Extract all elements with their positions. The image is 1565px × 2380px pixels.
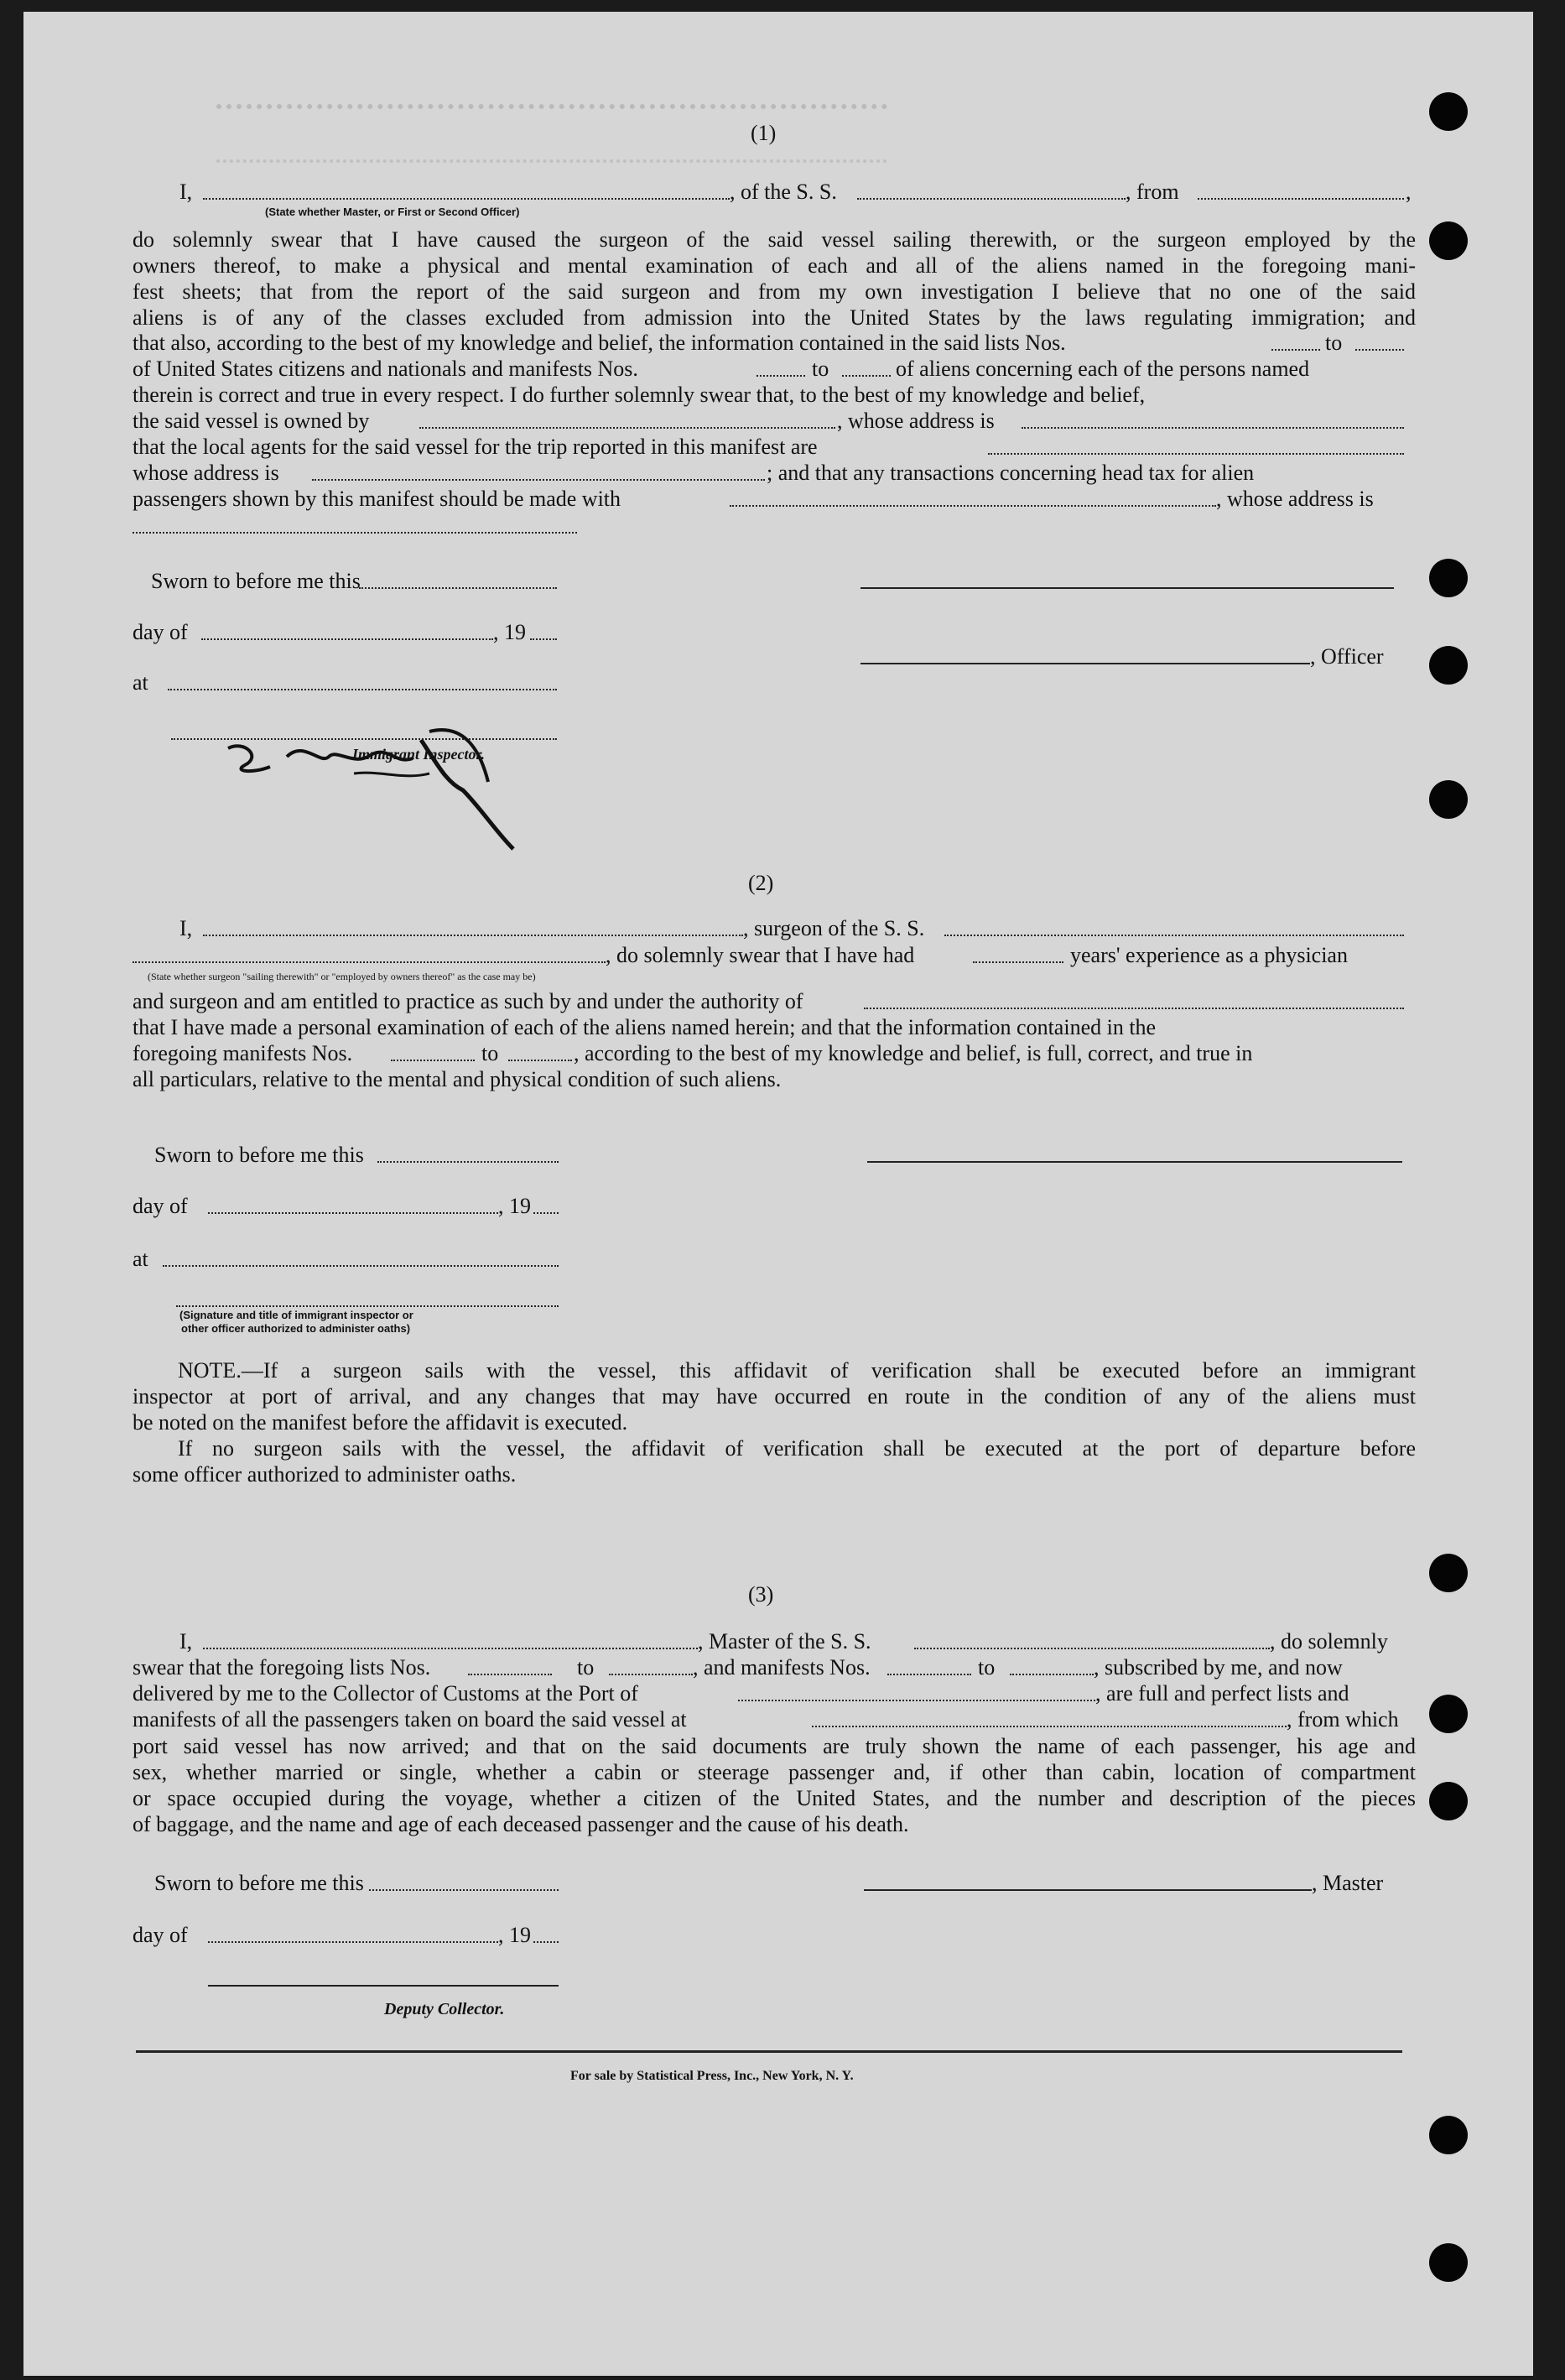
to-label: to (978, 1655, 996, 1680)
s2-sworn-place-field[interactable] (163, 1265, 559, 1267)
note-line: be noted on the manifest before the affidavit is executed. (133, 1410, 628, 1435)
head-tax-text: ; and that any transactions concerning head tax for alien (767, 461, 1255, 485)
sworn-label: Sworn to before me this (151, 569, 361, 593)
paragraph-line: that also, according to the best of my knowledge and belief, the information contained in the said lists Nos. (133, 331, 1066, 355)
sworn-day-field[interactable] (359, 587, 557, 589)
head-tax-contact-label: passengers shown by this manifest should be made with (133, 487, 621, 511)
s3-sworn-day-field[interactable] (369, 1889, 559, 1891)
from-which-text: , from which (1287, 1707, 1399, 1732)
experience-text: years' experience as a physician (1070, 943, 1348, 967)
manifests-label: foregoing manifests Nos. (133, 1041, 353, 1065)
paragraph-line: therein is correct and true in every respect. I do further solemnly swear that, to the best of my knowledge and belief, (133, 383, 1146, 407)
s2-sworn-day-field[interactable] (377, 1161, 559, 1163)
punch-hole (1429, 2116, 1468, 2154)
s3-lists-to-field[interactable] (609, 1674, 693, 1675)
and-manifests-label: , and manifests Nos. (693, 1655, 871, 1680)
boarding-port-field[interactable] (812, 1726, 1287, 1727)
comma: , (1406, 180, 1412, 204)
punch-hole (1429, 559, 1468, 597)
punch-hole (1429, 221, 1468, 260)
paragraph-line: all particulars, relative to the mental and physical condition of such aliens. (133, 1067, 782, 1091)
master-label: , Master (1312, 1871, 1384, 1895)
note-line: inspector at port of arrival, and any changes that may have occurred en route in the condition of any of the aliens must (133, 1384, 1416, 1409)
inspector-label: Immigrant Inspector. (352, 746, 486, 763)
s3-lists-from-field[interactable] (468, 1674, 552, 1675)
document-page (23, 12, 1533, 2376)
paragraph-line: or space occupied during the voyage, whether a citizen of the United States, and the number and description of the pieces (133, 1786, 1416, 1810)
manifests-to-field[interactable] (842, 375, 891, 377)
year-label: , 19 (493, 620, 526, 644)
aliens-concerning-text: of aliens concerning each of the persons named (896, 357, 1310, 381)
s3-manifests-from-field[interactable] (887, 1674, 971, 1675)
paragraph-line: of baggage, and the name and age of each deceased passenger and the cause of his death. (133, 1812, 909, 1836)
sworn-month-field[interactable] (201, 638, 493, 640)
years-field[interactable] (973, 961, 1063, 963)
signature-note: (Signature and title of immigrant inspector or (179, 1309, 413, 1321)
owner-address-field[interactable] (1022, 427, 1404, 429)
authority-label: and surgeon and am entitled to practice as such by and under the authority of (133, 989, 803, 1013)
deputy-signature-line[interactable] (208, 1985, 559, 1987)
paragraph-line: port said vessel has now arrived; and that on the said documents are truly shown the name of each passenger, his age and (133, 1734, 1416, 1758)
do-solemnly-text: , do solemnly (1270, 1629, 1388, 1654)
officer-signature-line[interactable] (860, 587, 1394, 589)
surgeon-vessel-field[interactable] (944, 935, 1404, 936)
day-of-label: day of (133, 620, 188, 644)
s2-i-label: I, (179, 916, 193, 940)
section-2-number: (2) (748, 871, 774, 895)
sworn-label: Sworn to before me this (154, 1871, 364, 1895)
delivered-label: delivered by me to the Collector of Customs at the Port of (133, 1681, 638, 1706)
officer-label: , Officer (1310, 644, 1384, 669)
at-label: at (133, 1247, 148, 1271)
swear-lists-label: swear that the foregoing lists Nos. (133, 1655, 431, 1680)
paragraph-line: aliens is of any of the classes excluded from admission into the United States by the laws regulating immigration; and (133, 305, 1416, 330)
s2-manifests-to-field[interactable] (508, 1060, 572, 1061)
s2-sworn-month-field[interactable] (208, 1212, 498, 1214)
master-vessel-field[interactable] (914, 1648, 1270, 1649)
printer-footer: For sale by Statistical Press, Inc., New York, N. Y. (570, 2069, 854, 2083)
bleed-through-text (216, 104, 887, 163)
of-ss-label: , of the S. S. (730, 180, 837, 204)
note-line: some officer authorized to administer oaths. (133, 1462, 517, 1487)
surgeon-name-field[interactable] (203, 935, 743, 936)
signature-note: other officer authorized to administer oaths) (181, 1322, 411, 1335)
to-label: to (577, 1655, 595, 1680)
year-label: , 19 (498, 1923, 531, 1947)
paragraph-line: , according to the best of my knowledge and belief, is full, correct, and true in (574, 1041, 1253, 1065)
paragraph-line: of United States citizens and nationals and manifests Nos. (133, 357, 638, 381)
sworn-place-field[interactable] (168, 689, 557, 690)
manifests-of-label: manifests of all the passengers taken on board the said vessel at (133, 1707, 687, 1732)
port-field[interactable] (738, 1700, 1095, 1701)
paragraph-line: do solemnly swear that I have caused the surgeon of the said vessel sailing therewith, or the surgeon employed by the (133, 227, 1416, 252)
note-paragraph (133, 1357, 1416, 1487)
section-3-paragraph (133, 1733, 1416, 1837)
punch-hole (1429, 780, 1468, 819)
to-label: to (812, 357, 829, 381)
agents-address-field[interactable] (312, 479, 765, 481)
punch-hole (1429, 2243, 1468, 2282)
local-agents-label: that the local agents for the said vessel for the trip reported in this manifest are (133, 435, 818, 459)
year-label: , 19 (498, 1194, 531, 1218)
solemnly-text: , do solemnly swear that I have had (606, 943, 915, 967)
s3-sworn-year-field[interactable] (533, 1941, 559, 1943)
surgeon-signature-line[interactable] (867, 1161, 1402, 1163)
footer-rule (136, 2050, 1402, 2053)
sworn-label: Sworn to before me this (154, 1143, 364, 1167)
owner-field[interactable] (419, 427, 835, 429)
deputy-collector-label: Deputy Collector. (384, 2000, 505, 2018)
from-port-field[interactable] (1198, 198, 1404, 200)
authority-field[interactable] (864, 1008, 1404, 1009)
owned-by-label: the said vessel is owned by (133, 409, 370, 433)
head-tax-contact-field[interactable] (730, 505, 1216, 507)
subscribed-text: , subscribed by me, and now (1094, 1655, 1343, 1680)
manifests-from-field[interactable] (757, 375, 805, 377)
at-label: at (133, 670, 148, 695)
punch-hole (1429, 1554, 1468, 1592)
sworn-year-field[interactable] (530, 638, 557, 640)
s3-i-label: I, (179, 1629, 193, 1654)
lists-to-field[interactable] (1355, 349, 1404, 351)
paragraph-line: fest sheets; that from the report of the said surgeon and from my own investigation I believe that no one of the said (133, 279, 1416, 304)
full-lists-text: , are full and perfect lists and (1095, 1681, 1349, 1706)
punch-hole (1429, 92, 1468, 131)
local-agents-field[interactable] (988, 453, 1404, 455)
section-3-number: (3) (748, 1582, 774, 1607)
s2-sworn-year-field[interactable] (533, 1212, 559, 1214)
s3-sworn-month-field[interactable] (208, 1941, 498, 1943)
officer-note: (State whether Master, or First or Second Officer) (265, 206, 520, 218)
surgeon-of-label: , surgeon of the S. S. (743, 916, 925, 940)
agents-address-label: whose address is (133, 461, 279, 485)
master-name-field[interactable] (203, 1648, 698, 1649)
surgeon-status-field[interactable] (133, 961, 606, 963)
punch-hole (1429, 1695, 1468, 1733)
vessel-name-field[interactable] (857, 198, 1126, 200)
punch-hole (1429, 1782, 1468, 1820)
whose-address-label: , whose address is (1216, 487, 1374, 511)
note-line: NOTE.—If a surgeon sails with the vessel, this affidavit of verification shall be executed before an immigrant (178, 1358, 1416, 1383)
punch-hole (1429, 646, 1468, 685)
from-label: , from (1126, 180, 1179, 204)
to-label: to (481, 1041, 499, 1065)
inspector-signature (211, 715, 631, 874)
paragraph-line: that I have made a personal examination of each of the aliens named herein; and that the information contained in the (133, 1015, 1157, 1039)
paragraph-line: owners thereof, to make a physical and mental examination of each and all of the aliens named in the foregoing mani- (133, 253, 1416, 278)
note-line: If no surgeon sails with the vessel, the affidavit of verification shall be executed at the port of departure before (178, 1436, 1416, 1461)
to-label: to (1325, 331, 1343, 355)
master-signature-line[interactable] (864, 1889, 1312, 1891)
whose-address-label: , whose address is (837, 409, 995, 433)
section-1-paragraph (133, 227, 1416, 331)
s3-manifests-to-field[interactable] (1010, 1674, 1094, 1675)
s2-official-signature-line[interactable] (176, 1305, 559, 1307)
officer-title-line[interactable] (860, 663, 1310, 664)
master-of-label: , Master of the S. S. (698, 1629, 871, 1654)
section-1-number: (1) (751, 121, 777, 145)
s2-manifests-from-field[interactable] (391, 1060, 475, 1061)
paragraph-line: sex, whether married or single, whether a cabin or steerage passenger and, if other than cabin, location of compartment (133, 1760, 1416, 1784)
day-of-label: day of (133, 1194, 188, 1218)
day-of-label: day of (133, 1923, 188, 1947)
head-tax-address-field[interactable] (133, 532, 577, 534)
surgeon-note: (State whether surgeon "sailing therewith" or "employed by owners thereof" as the case may be) (148, 971, 536, 982)
s1-i-label: I, (179, 180, 193, 204)
lists-from-field[interactable] (1271, 349, 1320, 351)
